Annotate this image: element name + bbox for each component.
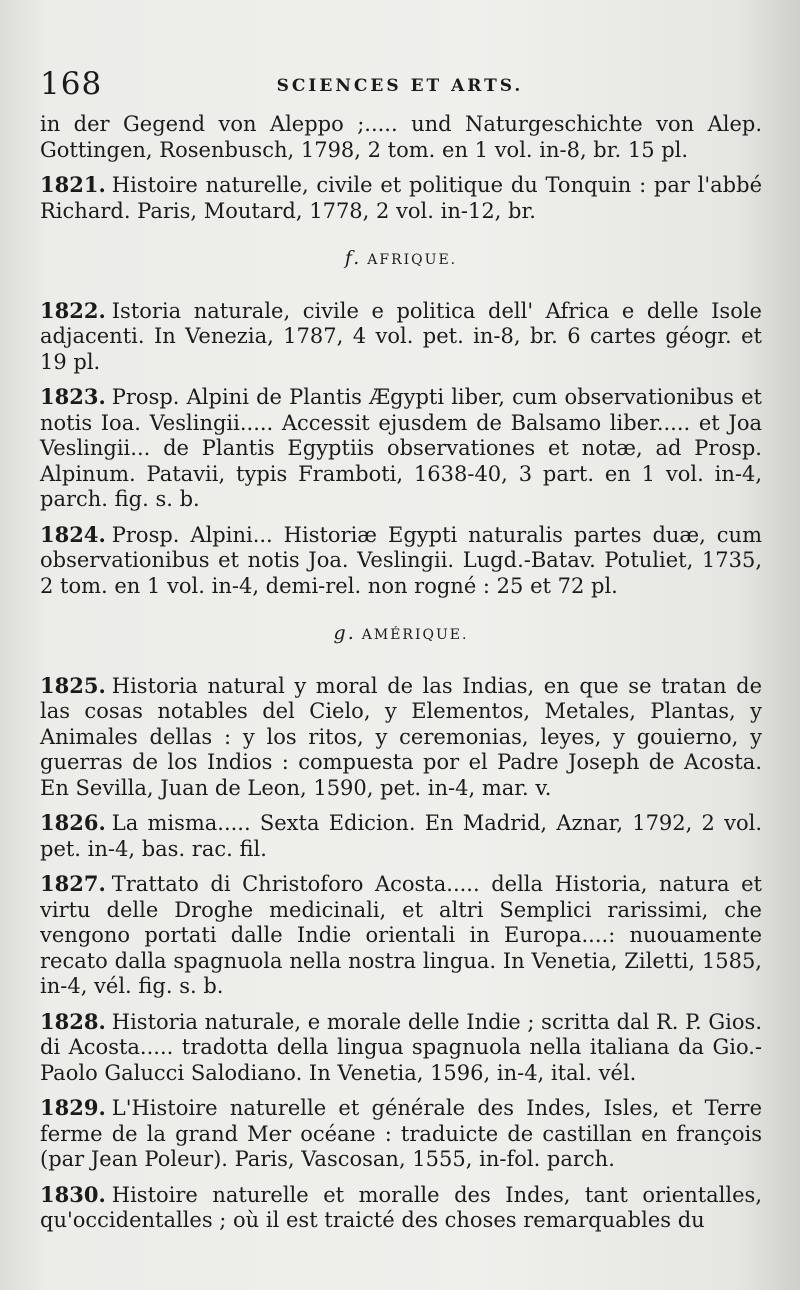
entry-text: Prosp. Alpini... Historiæ Egypti naturalis partes duæ, cum observationibus et notis Joa. Veslingii. Lugd.-Batav. Potuliet, 1735, 2 tom. en 1 vol. in-4, demi-rel. non rogné : 25 et 72 pl. [40,522,762,598]
running-title: SCIENCES ET ARTS. [276,76,524,96]
entry-text: Historia naturale, e morale delle Indie ; scritta dal R. P. Gios. di Acosta..... tradotta della lingua spagnuola nella italiana da Gio.-Paolo Galucci Salodiano. In Venetia, 1596, in-4, ital. vél. [40,1009,762,1085]
entry-number: 1821. [40,172,106,197]
page-number: 168 [40,66,103,102]
catalog-entry [40,1009,762,1087]
catalog-entry [40,1182,762,1234]
entry-number: 1824. [40,521,106,547]
page-body [40,112,762,1243]
entry-number: 1822. [40,297,106,323]
entry-list-before [40,172,762,224]
entry-text: Histoire naturelle et moralle des Indes, tant orientalles, qu'occidentalles ; où il est traicté des choses remarquables du [40,1182,762,1232]
catalog-entry [40,172,762,224]
page-header [40,66,760,106]
entry-number: 1828. [40,1008,106,1034]
entry-list-amerique [40,673,762,1234]
catalog-entry [40,522,762,600]
entry-number: 1829. [40,1095,106,1120]
section-letter: f. [344,247,362,269]
section-heading-amerique [40,621,762,649]
catalog-entry [40,298,762,376]
entry-text: Historia natural y moral de las Indias, en que se tratan de las cosas notables del Cielo, y Elementos, Metales, Plantas, y Animales dellas : y los ritos, y ceremonias, leyes, y gouierno, y guerras de los Indios : compuesta por el Padre Joseph de Acosta. En Sevilla, Juan de Leon, 1590, pet. in-4, mar. v. [40,673,762,800]
entry-number: 1823. [40,384,106,409]
entry-text: L'Histoire naturelle et générale des Indes, Isles, et Terre ferme de la grand Mer océane : traduicte de castillan en françois (par Jean Poleur). Paris, Vascosan, 1555, in-fol. parch. [40,1096,762,1171]
section-letter: g. [333,622,356,644]
section-title: AMÉRIQUE. [361,627,469,643]
entry-text: Trattato di Christoforo Acosta..... della Historia, natura et virtu delle Droghe medicinali, et altri Semplici rarissimi, che vengono portati dalle Indie orientali in Europa....: nuouamente recato dalla spagnuola nella nostra lingua. In Venetia, Ziletti, 1585, in-4, vél. fig. s. b. [40,872,762,998]
section-heading-afrique [40,246,762,274]
continuation-text: in der Gegend von Aleppo ;..... und Naturgeschichte von Alep. Gottingen, Rosenbusch, 1798, 2 tom. en 1 vol. in-8, br. 15 pl. [40,112,762,162]
entry-number: 1825. [40,672,106,698]
catalog-entry [40,810,762,862]
entry-text: Istoria naturale, civile e politica dell' Africa e delle Isole adjacenti. In Venezia, 1787, 4 vol. pet. in-8, br. 6 cartes géogr. et 19 pl. [40,298,762,374]
section-title: AFRIQUE. [367,252,458,268]
entry-text: Histoire naturelle, civile et politique du Tonquin : par l'abbé Richard. Paris, Moutard, 1778, 2 vol. in-12, br. [40,173,762,223]
entry-text: Prosp. Alpini de Plantis Ægypti liber, cum observationibus et notis Ioa. Veslingii..... Accessit ejusdem de Balsamo liber..... et Joa Veslingii... de Plantis Egyptiis observationes et notæ, ad Prosp. Alpinum. Patavii, typis Framboti, 1638-40, 3 part. en 1 vol. in-4, parch. fig. s. b. [40,385,762,511]
entry-number: 1830. [40,1181,106,1207]
entry-text: La misma..... Sexta Edicion. En Madrid, Aznar, 1792, 2 vol. pet. in-4, bas. rac. fil. [40,811,762,861]
entry-number: 1826. [40,810,106,835]
catalog-entry [40,871,762,1000]
entry-number: 1827. [40,871,106,896]
catalog-entry [40,1095,762,1173]
catalog-entry [40,673,762,802]
entry-list-afrique [40,298,762,600]
catalog-entry [40,384,762,513]
